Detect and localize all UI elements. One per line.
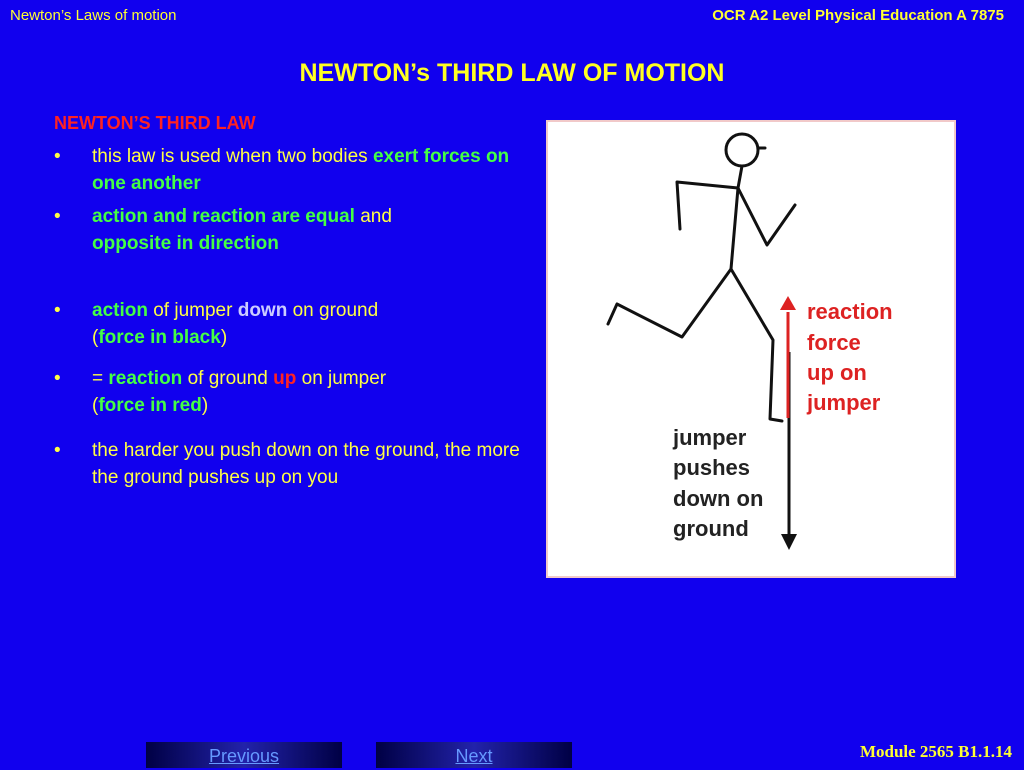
bullet-item xyxy=(54,297,524,351)
bullet-text: of jumper xyxy=(147,300,238,321)
left-arm xyxy=(677,182,738,229)
highlight-text: reaction xyxy=(108,368,183,389)
bullet-item xyxy=(54,143,524,197)
highlight-text: force in red xyxy=(98,395,202,416)
highlight-text: force in black xyxy=(98,327,221,348)
bullet-text: of ground xyxy=(182,368,274,389)
paren: ) xyxy=(220,327,228,348)
reaction-label-2: force xyxy=(807,330,861,355)
reaction-label-1: reaction xyxy=(807,299,893,324)
left-leg xyxy=(608,269,731,337)
bullet-text: on jumper xyxy=(296,368,387,389)
bullet-text: = xyxy=(92,368,109,389)
jumper-label-3: down on xyxy=(673,486,764,511)
highlight-text: down xyxy=(237,300,288,321)
highlight-text: up xyxy=(273,368,297,389)
jumper-label-2: pushes xyxy=(673,455,751,480)
bullet-text: on ground xyxy=(287,300,379,321)
reaction-label-3: up on xyxy=(807,360,867,385)
highlight-text: exert forces on one another xyxy=(92,146,510,194)
torso xyxy=(731,188,738,269)
right-leg xyxy=(731,269,782,421)
bullet-marker: • xyxy=(54,440,61,461)
jumper-label-4: ground xyxy=(673,516,749,541)
paren: ( xyxy=(92,327,99,348)
bullet-marker: • xyxy=(54,146,61,167)
reaction-label-4: jumper xyxy=(807,390,881,415)
bullet-marker: • xyxy=(54,300,61,321)
section-heading: NEWTON’S THIRD LAW xyxy=(54,113,256,133)
header-right-title: OCR A2 Level Physical Education A 7875 xyxy=(712,7,1004,24)
paren: ) xyxy=(201,395,209,416)
bullet-text: and xyxy=(354,206,392,227)
jumper-diagram xyxy=(546,120,956,578)
bullet-item xyxy=(54,437,524,491)
next-button[interactable]: Next xyxy=(376,742,572,768)
bullet-text: the harder you push down on the ground, the more the ground pushes up on you xyxy=(92,440,520,488)
stick-figure-illustration xyxy=(548,122,954,576)
previous-button[interactable]: Previous xyxy=(146,742,342,768)
bullet-text: this law is used when two bodies xyxy=(92,146,373,167)
jumper-label-1: jumper xyxy=(673,425,747,450)
bullet-marker: • xyxy=(54,206,61,227)
bullet-item xyxy=(54,365,524,419)
module-code: Module 2565 B1.1.14 xyxy=(859,742,1012,761)
right-arm xyxy=(738,188,795,245)
reaction-arrow xyxy=(780,296,796,418)
paren: ( xyxy=(92,395,99,416)
content-panel xyxy=(54,110,524,497)
slide-title: NEWTON’s THIRD LAW OF MOTION xyxy=(299,59,725,87)
head-icon xyxy=(726,134,758,166)
bullet-marker: • xyxy=(54,368,61,389)
header-left-title: Newton’s Laws of motion xyxy=(10,7,177,24)
highlight-text: opposite in direction xyxy=(92,233,279,254)
bullet-item xyxy=(54,203,524,257)
highlight-text: action xyxy=(92,300,148,321)
highlight-text: action and reaction are equal xyxy=(92,206,355,227)
